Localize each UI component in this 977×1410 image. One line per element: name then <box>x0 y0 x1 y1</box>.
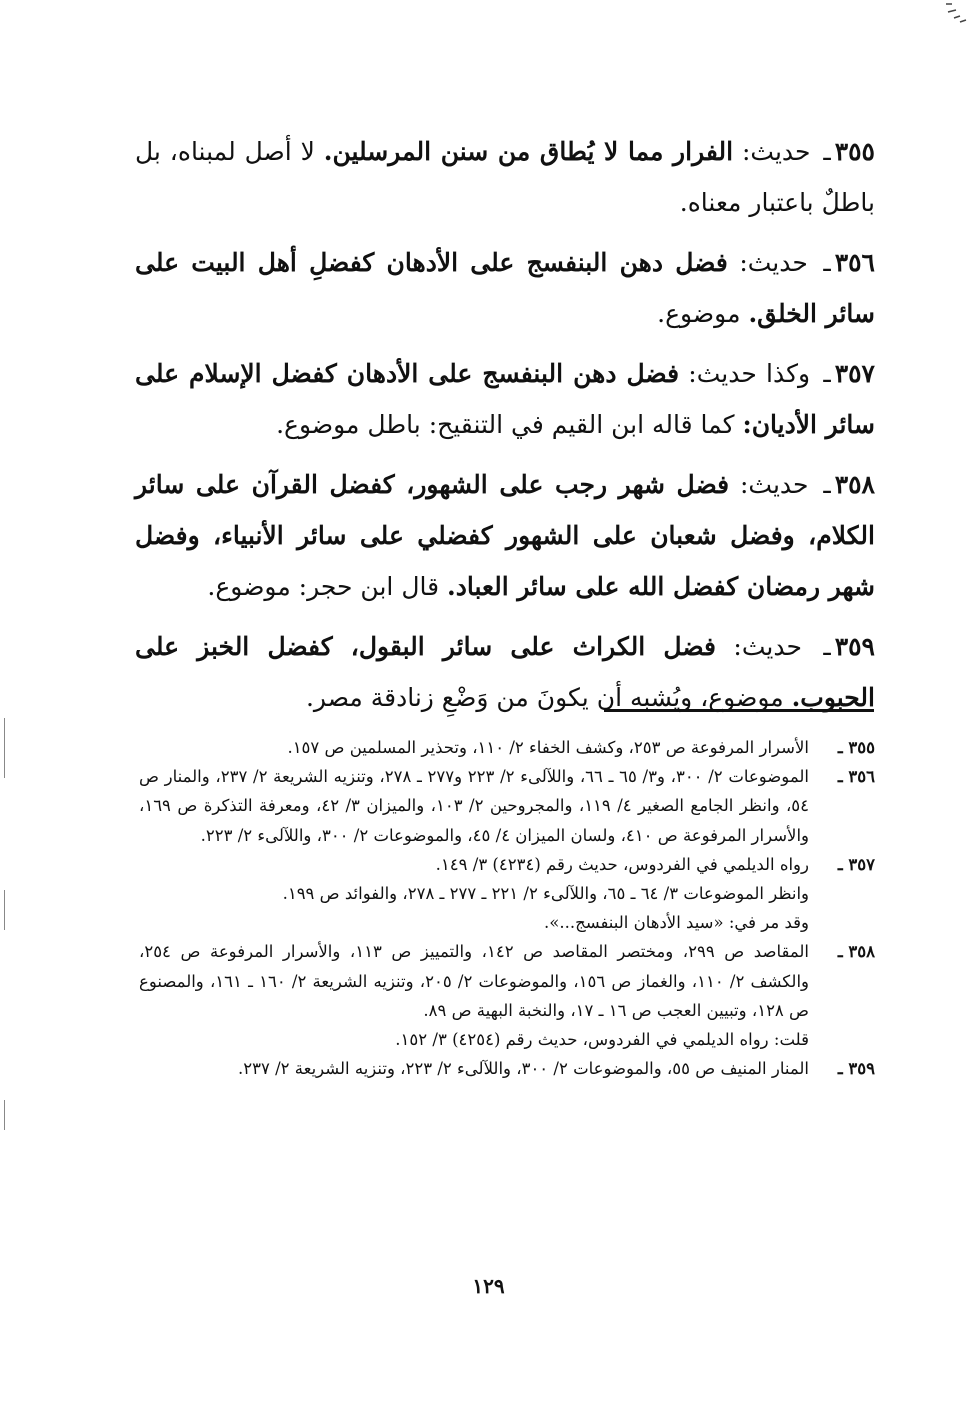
hadith-text: فضل الكراث على سائر البقول، كفضل الخبز على الحبوب. <box>135 632 875 712</box>
hadith-number: ٣٥٨ <box>834 470 875 499</box>
hadith-text: فضل دهن البنفسج على الأدهان كفضلِ أهل البيت على سائر الخلق. <box>135 248 875 328</box>
footnote-label: ٣٥٦ ـ <box>837 767 875 787</box>
page-number: ١٢٩ <box>472 1274 505 1298</box>
hadith-prefix: وكذا حديث: <box>688 359 811 388</box>
footnote-label: ٣٥٧ ـ <box>837 854 875 874</box>
footnote-line: الأسرار المرفوعة ص ٢٥٣، وكشف الخفاء ٢/ ١١٠، وتحذير المسلمين ص ١٥٧. <box>287 738 809 757</box>
hadith-ruling: موضوع، ويُشبه أن يكونَ من وَضْعِ زنادقة مصر. <box>305 683 784 712</box>
hadith-text: الفرار مما لا يُطاق من سنن المرسلين. <box>323 137 734 166</box>
hadith-359: ٣٥٩ـ حديث: فضل الكراث على سائر البقول، كفضل الخبز على الحبوب. موضوع، ويُشبه أن يكونَ من وَضْعِ زنادقة مصر. <box>135 632 875 712</box>
hadith-number: ٣٥٦ <box>834 248 875 277</box>
hadith-357: ٣٥٧ـ وكذا حديث: فضل دهن البنفسج على الأدهان كفضل الإسلام على سائر الأديان: كما قاله ابن القيم في التنقيح: باطل موضوع. <box>135 359 875 439</box>
footnote-line: رواه الديلمي في الفردوس، حديث رقم (٤٢٣٤) ٣/ ١٤٩. <box>435 854 809 874</box>
hadith-prefix: حديث: <box>733 632 802 661</box>
hadith-list <box>135 126 875 732</box>
scan-edge-mark <box>4 890 5 930</box>
footnote-line: الموضوعات ٢/ ٣٠٠، و٣/ ٦٥ ـ ٦٦، واللآلىء ٢/ ٢٢٣ و٢٧٧ ـ ٢٧٨، وتنزيه الشريعة ٢/ ٢٣٧، والمنار ص ٥٤، وانظر الجامع الصغير ٤/ ١١٩، والمجروحين ٢/ ١٠٣، والميزان ٣/ ٤٢، ومعرفة التذكرة ص ١٦٩، والأسرار المرفوعة ص ٤١٠، ولسان الميزان ٤/ ٤٥، والموضوعات ٢/ ٣٠٠، واللآلىء ٢/ ٢٢٣. <box>139 767 810 845</box>
footnote-label: ٣٥٩ ـ <box>837 1059 875 1079</box>
footnote-356 <box>135 762 875 850</box>
hadith-355: ٣٥٥ـ حديث: الفرار مما لا يُطاق من سنن المرسلين. لا أصل لمبناه، بل باطلٌ باعتبار معناه. <box>135 137 875 217</box>
hadith-ruling: كما قاله ابن القيم في التنقيح: باطل موضوع. <box>276 410 735 439</box>
hadith-ruling: لا أصل لمبناه، بل باطلٌ باعتبار معناه. <box>135 137 875 217</box>
footnote-359 <box>135 1054 875 1083</box>
footnote-358 <box>135 937 875 1054</box>
footnote-357 <box>135 850 875 938</box>
hadith-ruling: قال ابن حجر: موضوع. <box>207 572 440 601</box>
hadith-number: ٣٥٧ <box>834 359 875 388</box>
footnote-line: المقاصد ص ٢٩٩، ومختصر المقاصد ص ١٤٢، والتمييز ص ١١٣، والأسرار المرفوعة ص ٢٥٤، والكشف ٢/ ١١٠، والغماز ص ١٥٦، والموضوعات ٢/ ٢٠٥، وتنزيه الشريعة ٢/ ١٦٠ ـ ١٦١، والمصنوع ص ١٢٨، وتبيين العجب ص ١٦ ـ ١٧، والنخبة البهية ص ٨٩. <box>139 942 810 1020</box>
hadith-356: ٣٥٦ـ حديث: فضل دهن البنفسج على الأدهان كفضلِ أهل البيت على سائر الخلق. موضوع. <box>135 248 875 328</box>
footnote-line: وقد مر في: «سيد الأدهان البنفسج...». <box>544 913 809 933</box>
footnotes <box>135 733 875 1083</box>
footnote-label: ٣٥٥ ـ <box>837 738 875 757</box>
footnote-line: وانظر الموضوعات ٣/ ٦٤ ـ ٦٥، واللآلىء ٢/ ٢٢١ ـ ٢٧٧ ـ ٢٧٨، والفوائد ص ١٩٩. <box>282 884 809 904</box>
hadith-number: ٣٥٩ <box>834 632 875 661</box>
scan-edge-mark <box>4 718 5 778</box>
hadith-ruling: موضوع. <box>657 299 741 328</box>
hadith-number: ٣٥٥ <box>834 137 875 166</box>
hadith-prefix: حديث: <box>739 248 808 277</box>
footnote-label: ٣٥٨ ـ <box>837 942 875 962</box>
scan-edge-mark <box>4 1100 5 1130</box>
hadith-prefix: حديث: <box>741 137 811 166</box>
hadith-prefix: حديث: <box>740 470 809 499</box>
hadith-text: فضل شهر رجب على الشهور، كفضل القرآن على سائر الكلام، وفضل شعبان على الشهور كفضلي على سائر الأنبياء، وفضل شهر رمضان كفضل الله على سائر العباد. <box>135 470 875 601</box>
hadith-358: ٣٥٨ـ حديث: فضل شهر رجب على الشهور، كفضل القرآن على سائر الكلام، وفضل شعبان على الشهور كفضلي على سائر الأنبياء، وفضل شهر رمضان كفضل الله على سائر العباد. قال ابن حجر: موضوع. <box>135 470 875 601</box>
footnote-separator <box>604 709 874 712</box>
scan-corner-mark <box>944 0 977 40</box>
footnote-line: قلت: رواه الديلمي في الفردوس، حديث رقم (٤٢٥٤) ٣/ ١٥٢. <box>395 1030 809 1050</box>
hadith-text: فضل دهن البنفسج على الأدهان كفضل الإسلام على سائر الأديان: <box>135 359 875 439</box>
footnote-line: المنار المنيف ص ٥٥، والموضوعات ٢/ ٣٠٠، واللآلىء ٢/ ٢٢٣، وتنزيه الشريعة ٢/ ٢٣٧. <box>238 1059 809 1079</box>
footnote-355 <box>135 733 875 762</box>
